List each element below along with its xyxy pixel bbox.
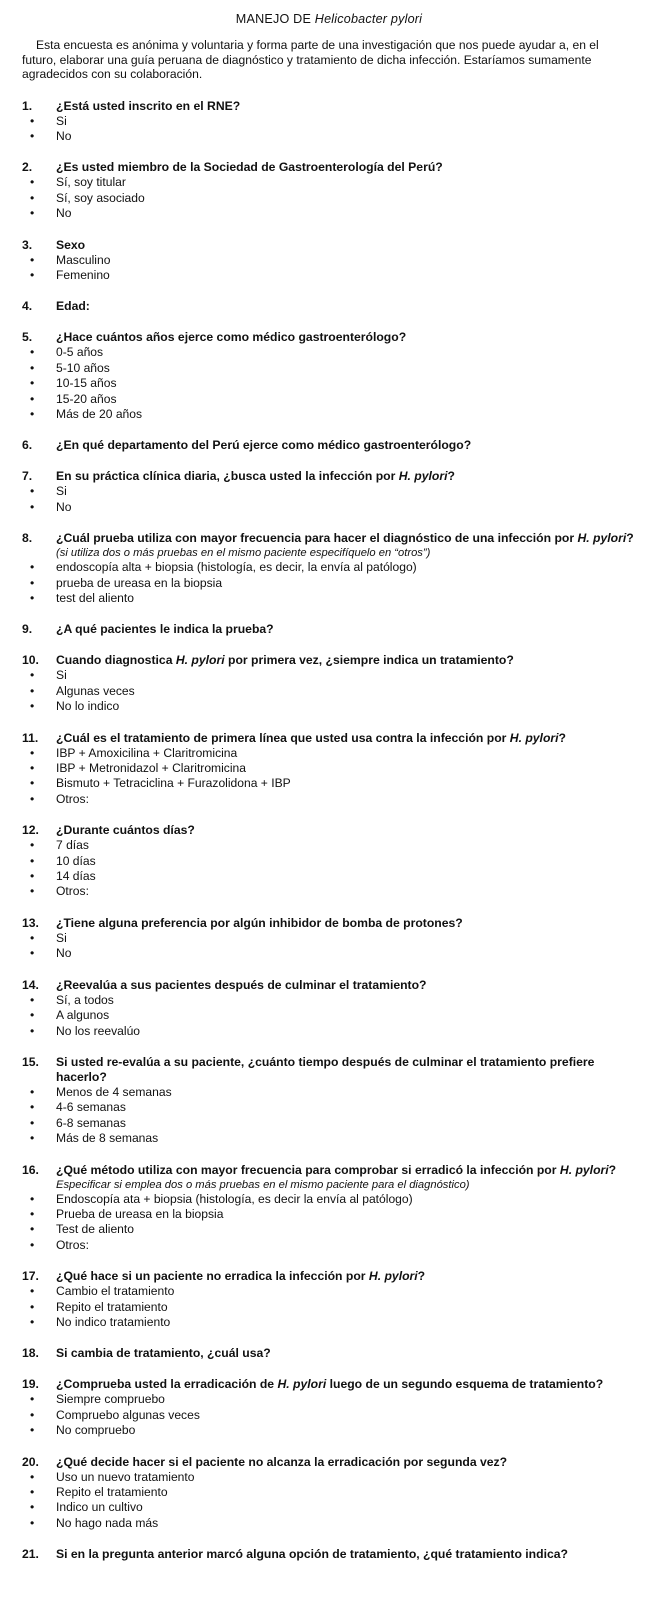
question-number: 11.: [22, 730, 39, 745]
answer-option-label: Test de aliento: [56, 1222, 134, 1237]
question-text-segment: ¿A qué pacientes le indica la prueba?: [56, 622, 274, 637]
answer-option: [22, 268, 636, 283]
bullet-icon: •: [30, 1299, 35, 1314]
question-5: [22, 330, 636, 422]
question-heading: [22, 1269, 636, 1284]
question-number: 20.: [22, 1454, 39, 1469]
answer-option-label: Repito el tratamiento: [56, 1485, 168, 1499]
answer-option-label: Siempre compruebo: [56, 1392, 165, 1407]
question-text-segment: Si usted re-evalúa a su paciente, ¿cuánto tiempo después de culminar el tratamiento prefiere hacerlo?: [56, 1054, 595, 1084]
title-prefix: MANEJO DE: [235, 12, 315, 26]
question-7: [22, 469, 636, 515]
question-heading: [22, 731, 636, 746]
answer-option-label: 14 días: [56, 869, 96, 884]
answer-option: [22, 1192, 636, 1207]
bullet-icon: •: [30, 1131, 35, 1146]
question-text: [56, 160, 636, 175]
bullet-icon: •: [30, 1100, 35, 1115]
answer-option-label: Otros:: [56, 1237, 89, 1252]
answer-option: [22, 946, 636, 961]
question-text-segment: En su práctica clínica diaria, ¿busca usted la infección por: [56, 469, 399, 484]
question-text-segment: ¿En qué departamento del Perú ejerce como médico gastroenterólogo?: [56, 438, 472, 453]
bullet-icon: •: [30, 745, 35, 760]
organism-name: H. pylori: [559, 1162, 609, 1177]
answer-option: [22, 1131, 636, 1146]
question-number: 4.: [22, 299, 33, 314]
answer-option-label: No lo indico: [56, 699, 120, 714]
question-text: [56, 469, 636, 484]
answer-option: [22, 746, 636, 761]
question-text: [56, 438, 636, 453]
question-heading: [22, 160, 636, 175]
question-heading: [22, 1455, 636, 1470]
question-text-segment: ?: [626, 531, 634, 546]
answer-option-label: Bismuto + Tetraciclina + Furazolidona + IBP: [56, 776, 291, 791]
answer-option: [22, 407, 636, 422]
answer-option-label: No: [56, 206, 72, 221]
answer-option: [22, 792, 636, 807]
answer-option-label: No: [56, 499, 72, 514]
bullet-icon: •: [30, 1115, 35, 1130]
answer-option: [22, 1500, 636, 1515]
answer-option-label: Masculino: [56, 252, 111, 267]
answer-option-label: 6-8 semanas: [56, 1115, 126, 1130]
question-number: 6.: [22, 438, 33, 453]
question-heading: [22, 823, 636, 838]
answer-option: [22, 1085, 636, 1100]
question-heading: [22, 916, 636, 931]
question-text: [56, 1269, 636, 1284]
question-heading: [22, 299, 636, 314]
question-note: Especificar si emplea dos o más pruebas en el mismo paciente para el diagnóstico): [56, 1178, 470, 1191]
question-text-segment: ¿Hace cuántos años ejerce como médico gastroenterólogo?: [56, 330, 407, 345]
question-heading: [22, 1163, 636, 1178]
bullet-icon: •: [30, 1469, 35, 1484]
bullet-icon: •: [30, 128, 35, 143]
question-note: (si utiliza dos o más pruebas en el mismo paciente especifíquelo en “otros”): [56, 547, 431, 560]
answer-option-label: Otros:: [56, 884, 89, 899]
question-heading: [22, 1346, 636, 1361]
bullet-icon: •: [30, 575, 35, 590]
question-text-segment: ¿Cuál es el tratamiento de primera línea que usted usa contra la infección por: [56, 730, 510, 745]
question-text-segment: ¿Qué hace si un paciente no erradica la infección por: [56, 1269, 369, 1284]
question-text-segment: ?: [417, 1269, 426, 1284]
organism-name: H. pylori: [509, 730, 559, 745]
question-text-segment: Edad:: [56, 299, 90, 314]
question-heading: [22, 1055, 636, 1085]
question-4: [22, 299, 636, 314]
bullet-icon: •: [30, 591, 35, 605]
question-number: 2.: [22, 160, 33, 175]
question-text: [56, 299, 636, 314]
answer-option-label: 10 días: [56, 853, 96, 868]
question-number: 17.: [22, 1269, 39, 1284]
question-heading: [22, 1547, 636, 1562]
question-text: [56, 1346, 636, 1361]
question-text-segment: ¿Tiene alguna preferencia por algún inhibidor de bomba de protones?: [56, 915, 463, 930]
question-text: [56, 330, 636, 345]
question-number: 16.: [22, 1162, 39, 1177]
bullet-icon: •: [30, 1500, 35, 1515]
question-number: 13.: [22, 915, 39, 930]
question-text: [56, 238, 636, 253]
question-heading: [22, 438, 636, 453]
question-text-segment: ¿Reevalúa a sus pacientes después de culminar el tratamiento?: [56, 977, 427, 992]
organism-name: H. pylori: [175, 653, 225, 668]
answer-option: [22, 1116, 636, 1131]
answer-option: [22, 1423, 636, 1438]
bullet-icon: •: [30, 869, 35, 884]
answer-option: [22, 500, 636, 515]
bullet-icon: •: [30, 884, 35, 899]
bullet-icon: •: [30, 1023, 35, 1038]
bullet-icon: •: [30, 1515, 35, 1530]
question-text-segment: ¿Está usted inscrito en el RNE?: [56, 98, 241, 113]
answer-option-label: No compruebo: [56, 1423, 136, 1438]
organism-name: H. pylori: [577, 531, 627, 546]
answer-option-label: Endoscopía ata + biopsia (histología, es decir la envía al patólogo): [56, 1191, 413, 1206]
question-13: [22, 916, 636, 962]
answer-option-label: prueba de ureasa en la biopsia: [56, 575, 223, 590]
bullet-icon: •: [30, 699, 35, 714]
answer-option-label: Algunas veces: [56, 683, 135, 698]
answer-option-label: 5-10 años: [56, 360, 110, 375]
bullet-icon: •: [30, 668, 35, 683]
bullet-icon: •: [30, 1206, 35, 1221]
answer-option-label: Si: [56, 930, 67, 945]
answer-option: [22, 1100, 636, 1115]
question-text-segment: Si en la pregunta anterior marcó alguna opción de tratamiento, ¿qué tratamiento indica?: [56, 1547, 568, 1562]
answer-option: [22, 1238, 636, 1253]
answer-option-label: Si: [56, 668, 67, 683]
question-heading: [22, 330, 636, 345]
question-2: [22, 160, 636, 221]
question-20: [22, 1455, 636, 1532]
organism-name: H. pylori: [368, 1269, 418, 1284]
question-text: [56, 653, 636, 668]
question-1: [22, 99, 636, 145]
bullet-icon: •: [30, 1407, 35, 1422]
question-19: [22, 1377, 636, 1438]
answer-option: [22, 1516, 636, 1531]
question-text-segment: ¿Durante cuántos días?: [56, 823, 195, 838]
answer-option-label: IBP + Amoxicilina + Claritromicina: [56, 745, 238, 760]
answer-option: [22, 884, 636, 899]
question-number: 12.: [22, 823, 39, 838]
question-text-segment: ?: [608, 1162, 617, 1177]
question-text-segment: por primera vez, ¿siempre indica un tratamiento?: [224, 653, 514, 668]
question-number: 9.: [22, 622, 33, 637]
answer-option-label: No: [56, 128, 72, 143]
question-heading: [22, 531, 636, 546]
question-heading: [22, 978, 636, 993]
answer-option: [22, 484, 636, 499]
answer-option: [22, 591, 636, 606]
bullet-icon: •: [30, 853, 35, 868]
answer-option: [22, 1408, 636, 1423]
answer-option: [22, 1485, 636, 1500]
answer-option: [22, 699, 636, 714]
bullet-icon: •: [30, 560, 35, 575]
answer-option: [22, 361, 636, 376]
bullet-icon: •: [30, 391, 35, 406]
question-text: [56, 1455, 636, 1470]
answer-option-label: IBP + Metronidazol + Claritromicina: [56, 761, 246, 776]
question-text-segment: ¿Qué decide hacer si el paciente no alcanza la erradicación por segunda vez?: [56, 1454, 508, 1469]
bullet-icon: •: [30, 206, 35, 221]
question-heading: [22, 238, 636, 253]
question-text-segment: Si cambia de tratamiento, ¿cuál usa?: [56, 1346, 271, 1361]
answer-option: [22, 1222, 636, 1237]
bullet-icon: •: [30, 1237, 35, 1252]
answer-option-label: Más de 8 semanas: [56, 1131, 159, 1146]
answer-option-label: 7 días: [56, 838, 89, 853]
answer-option-label: Más de 20 años: [56, 406, 143, 421]
answer-option-label: Sí, a todos: [56, 992, 114, 1007]
bullet-icon: •: [30, 499, 35, 514]
answer-option-label: test del aliento: [56, 591, 134, 605]
intro-paragraph: Esta encuesta es anónima y voluntaria y forma parte de una investigación que nos puede ayudar a, en el futuro, elaborar una guía peruana de diagnóstico y tratamiento de dicha infección. Estaríamos sumamente agradecidos con su colaboración.: [22, 38, 599, 81]
answer-option-label: No indico tratamiento: [56, 1314, 171, 1329]
answer-option-label: Compruebo algunas veces: [56, 1407, 200, 1422]
page-title: [22, 12, 636, 26]
answer-option-label: 10-15 años: [56, 376, 117, 391]
answer-option: [22, 854, 636, 869]
question-14: [22, 978, 636, 1039]
question-number: 1.: [22, 98, 33, 113]
answer-option: [22, 1315, 636, 1330]
question-text: [56, 1163, 636, 1178]
answer-option-label: Si: [56, 113, 67, 128]
bullet-icon: •: [30, 838, 35, 853]
bullet-icon: •: [30, 190, 35, 205]
answer-option-label: 15-20 años: [56, 391, 117, 406]
question-21: [22, 1547, 636, 1562]
answer-option: [22, 1207, 636, 1222]
question-heading: [22, 1377, 636, 1392]
answer-option: [22, 684, 636, 699]
answer-option: [22, 1392, 636, 1407]
question-16: [22, 1163, 636, 1254]
question-3: [22, 238, 636, 284]
bullet-icon: •: [30, 1008, 35, 1023]
answer-option-label: 4-6 semanas: [56, 1100, 126, 1115]
bullet-icon: •: [30, 791, 35, 806]
bullet-icon: •: [30, 1314, 35, 1329]
answer-option-label: Uso un nuevo tratamiento: [56, 1469, 195, 1484]
question-heading: [22, 99, 636, 114]
answer-option: [22, 869, 636, 884]
answer-option-label: endoscopía alta + biopsia (histología, es decir, la envía al patólogo): [56, 560, 417, 575]
bullet-icon: •: [30, 1392, 35, 1407]
question-number: 19.: [22, 1377, 39, 1392]
question-text: [56, 622, 636, 637]
answer-option-label: Repito el tratamiento: [56, 1299, 168, 1314]
answer-option: [22, 129, 636, 144]
question-6: [22, 438, 636, 453]
question-text: [56, 916, 636, 931]
bullet-icon: •: [30, 946, 35, 961]
answer-option: [22, 776, 636, 791]
question-text-segment: luego de un segundo esquema de tratamiento?: [326, 1377, 604, 1392]
question-8: [22, 531, 636, 606]
bullet-icon: •: [30, 360, 35, 375]
answer-option-label: Indico un cultivo: [56, 1500, 143, 1515]
answer-option: [22, 560, 636, 575]
question-text-segment: Sexo: [56, 237, 86, 252]
question-9: [22, 622, 636, 637]
bullet-icon: •: [30, 776, 35, 791]
bullet-icon: •: [30, 406, 35, 421]
answer-option: [22, 576, 636, 591]
question-text: [56, 823, 636, 838]
organism-name: H. pylori: [398, 469, 448, 484]
bullet-icon: •: [30, 252, 35, 267]
bullet-icon: •: [30, 1284, 35, 1299]
answer-option-label: Sí, soy asociado: [56, 190, 145, 205]
answer-option: [22, 175, 636, 190]
answer-option: [22, 761, 636, 776]
answer-option-label: No los reevalúo: [56, 1023, 141, 1038]
bullet-icon: •: [30, 1222, 35, 1237]
question-text-segment: ¿Es usted miembro de la Sociedad de Gastroenterología del Perú?: [56, 160, 443, 175]
title-organism: Helicobacter pylori: [314, 12, 423, 26]
question-number: 10.: [22, 653, 39, 668]
bullet-icon: •: [30, 113, 35, 128]
answer-option: [22, 1300, 636, 1315]
answer-option: [22, 345, 636, 360]
answer-option-label: Femenino: [56, 267, 110, 282]
question-heading: [22, 469, 636, 484]
answer-option: [22, 1284, 636, 1299]
answer-option-label: Otros:: [56, 791, 89, 806]
question-list: [22, 99, 636, 1563]
answer-option-label: No: [56, 946, 72, 961]
answer-option: [22, 1008, 636, 1023]
answer-option-label: Si: [56, 484, 67, 499]
answer-option-label: Prueba de ureasa en la biopsia: [56, 1206, 224, 1221]
question-text: [56, 1377, 636, 1392]
question-15: [22, 1055, 636, 1147]
bullet-icon: •: [30, 1191, 35, 1206]
answer-option-label: 0-5 años: [56, 345, 104, 360]
question-number: 14.: [22, 977, 39, 992]
question-number: 21.: [22, 1547, 39, 1562]
answer-option: [22, 993, 636, 1008]
bullet-icon: •: [30, 1084, 35, 1099]
answer-option-label: Cambio el tratamiento: [56, 1284, 175, 1299]
question-text: [56, 1547, 636, 1562]
question-text: [56, 99, 636, 114]
bullet-icon: •: [30, 683, 35, 698]
question-text-segment: ?: [558, 730, 566, 745]
question-17: [22, 1269, 636, 1330]
question-number: 15.: [22, 1054, 39, 1069]
organism-name: H. pylori: [277, 1377, 327, 1392]
question-text: [56, 731, 636, 746]
question-text-segment: ?: [447, 469, 455, 484]
answer-option: [22, 206, 636, 221]
answer-option-label: Sí, soy titular: [56, 175, 126, 190]
question-text-segment: ¿Comprueba usted la erradicación de: [56, 1377, 278, 1392]
question-text: [56, 531, 636, 546]
bullet-icon: •: [30, 1485, 35, 1499]
answer-option: [22, 931, 636, 946]
question-12: [22, 823, 636, 900]
bullet-icon: •: [30, 484, 35, 499]
bullet-icon: •: [30, 930, 35, 945]
question-heading: [22, 653, 636, 668]
answer-option-label: No hago nada más: [56, 1515, 159, 1530]
answer-option: [22, 376, 636, 391]
answer-option: [22, 1024, 636, 1039]
question-10: [22, 653, 636, 714]
bullet-icon: •: [30, 376, 35, 391]
question-number: 7.: [22, 469, 33, 484]
question-text-segment: ¿Qué método utiliza con mayor frecuencia para comprobar si erradicó la infección por: [56, 1162, 560, 1177]
question-text: [56, 1055, 636, 1085]
bullet-icon: •: [30, 761, 35, 776]
answer-option: [22, 668, 636, 683]
question-18: [22, 1346, 636, 1361]
bullet-icon: •: [30, 992, 35, 1007]
answer-option-label: Menos de 4 semanas: [56, 1084, 172, 1099]
question-11: [22, 731, 636, 808]
bullet-icon: •: [30, 1423, 35, 1438]
answer-option: [22, 838, 636, 853]
question-number: 8.: [22, 531, 33, 546]
answer-option: [22, 392, 636, 407]
bullet-icon: •: [30, 345, 35, 360]
answer-option-label: A algunos: [56, 1008, 110, 1023]
question-text-segment: ¿Cuál prueba utiliza con mayor frecuencia para hacer el diagnóstico de una infección por: [56, 531, 578, 546]
bullet-icon: •: [30, 267, 35, 282]
question-text-segment: Cuando diagnostica: [56, 653, 176, 668]
question-text: [56, 978, 636, 993]
answer-option: [22, 191, 636, 206]
answer-option: [22, 114, 636, 129]
answer-option: [22, 253, 636, 268]
question-number: 3.: [22, 237, 33, 252]
answer-option: [22, 1470, 636, 1485]
bullet-icon: •: [30, 175, 35, 190]
question-heading: [22, 622, 636, 637]
question-number: 5.: [22, 330, 33, 345]
question-number: 18.: [22, 1346, 39, 1361]
